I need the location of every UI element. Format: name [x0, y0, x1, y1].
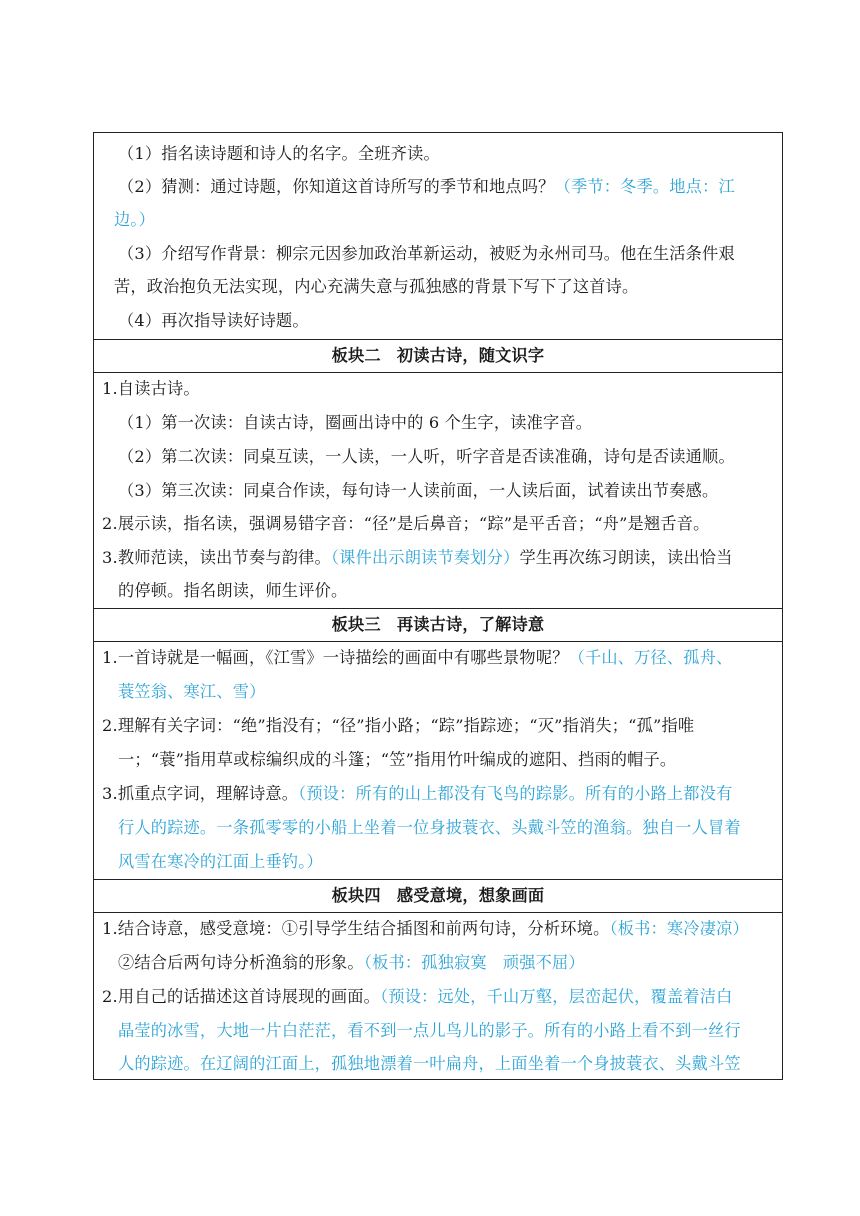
intro-step-3: （3）介绍写作背景：柳宗元因参加政治革新运动，被贬为永州司马。他在生活条件艰 [118, 244, 735, 263]
section-3-item-3: 3.抓重点字词，理解诗意。（预设：所有的山上都没有飞鸟的踪影。所有的小路上都没有 [102, 784, 733, 803]
section-4-item-1-cont: ②结合后两句诗分析渔翁的形象。（板书：孤独寂寞 顽强不屈） [118, 953, 585, 972]
section-2-item-3: 3.教师范读，读出节奏与韵律。（课件出示朗读节奏划分）学生再次练习朗读，读出恰当 [102, 548, 733, 567]
section-3-item-3-cont: 行人的踪迹。一条孤零零的小船上坐着一位身披蓑衣、头戴斗笠的渔翁。独自一人冒着 [118, 818, 741, 837]
section-3-heading: 板块三 再读古诗，了解诗意 [331, 615, 545, 634]
section-4-item-1: 1.结合诗意，感受意境：①引导学生结合插图和前两句诗，分析环境。（板书：寒冷凄凉） [102, 919, 749, 938]
section-3-item-1-cont: 蓑笠翁、寒江、雪） [118, 682, 266, 701]
section-2-item-1a: （1）第一次读：自读古诗，圈画出诗中的 6 个生字，读准字音。 [118, 413, 593, 432]
section-4-item-2-cont2: 人的踪迹。在辽阔的江面上，孤独地漂着一叶扁舟，上面坐着一个身披蓑衣、头戴斗笠 [118, 1054, 741, 1073]
intro-step-2: （2）猜测：通过诗题，你知道这首诗所写的季节和地点吗？（季节：冬季。地点：江 [118, 177, 735, 196]
section-2-heading: 板块二 初读古诗，随文识字 [331, 346, 545, 365]
intro-step-1: （1）指名读诗题和诗人的名字。全班齐读。 [118, 144, 440, 163]
section-2-item-1b: （2）第二次读：同桌互读，一人读，一人听，听字音是否读准确，诗句是否读通顺。 [118, 447, 735, 466]
section-4-item-2-cont: 晶莹的冰雪，大地一片白茫茫，看不到一点儿鸟儿的影子。所有的小路上看不到一丝行 [118, 1021, 741, 1040]
section-3-item-2-cont: 一；“蓑”指用草或棕编织成的斗篷；“笠”指用竹叶编成的遮阳、挡雨的帽子。 [118, 750, 677, 769]
intro-step-4: （4）再次指导读好诗题。 [118, 311, 309, 330]
section-3-item-3-cont2: 风雪在寒冷的江面上垂钓。） [118, 852, 323, 871]
section-3-item-1: 1.一首诗就是一幅画，《江雪》一诗描绘的画面中有哪些景物呢？（千山、万径、孤舟、 [102, 648, 733, 667]
section-2-item-1c: （3）第三次读：同桌合作读，每句诗一人读前面，一人读后面，试着读出节奏感。 [118, 481, 719, 500]
section-2-item-2: 2.展示读，指名读，强调易错字音：“径”是后鼻音；“踪”是平舌音；“舟”是翘舌音。 [102, 514, 710, 533]
section-4-heading: 板块四 感受意境，想象画面 [331, 886, 545, 905]
lesson-plan-table [93, 132, 783, 1080]
section-4-item-2: 2.用自己的话描述这首诗展现的画面。（预设：远处，千山万壑，层峦起伏，覆盖着洁白 [102, 987, 733, 1006]
section-2-item-3-cont: 的停顿。指名朗读，师生评价。 [118, 581, 348, 600]
intro-step-3-cont: 苦，政治抱负无法实现，内心充满失意与孤独感的背景下写下了这首诗。 [114, 277, 639, 296]
intro-step-2-cont: 边。） [114, 210, 156, 229]
section-3-item-2: 2.理解有关字词：“绝”指没有；“径”指小路；“踪”指踪迹；“灭”指消失；“孤”指唯 [102, 716, 695, 735]
section-2-item-1: 1.自读古诗。 [102, 379, 200, 398]
